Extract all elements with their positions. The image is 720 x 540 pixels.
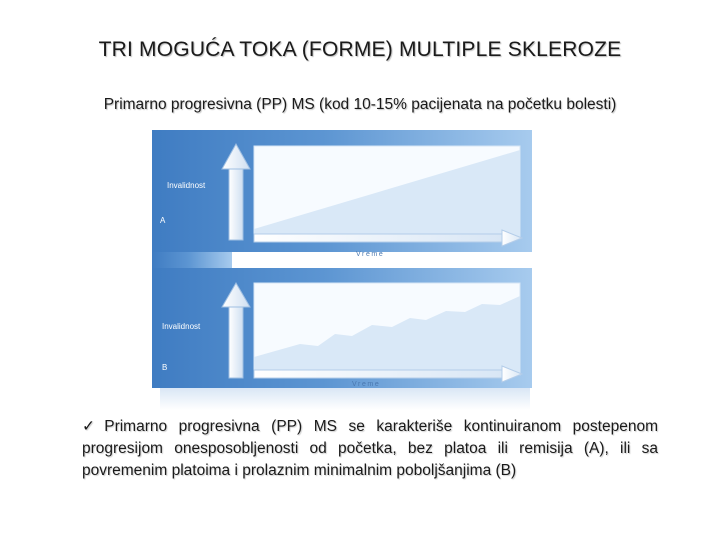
diagram-reflection [160,388,530,410]
panel-a [152,130,532,258]
panel-b-y-label: Invalidnost [162,322,201,331]
description-text: Primarno progresivna (PP) MS se karakteriše kontinuiranom postepenom progresijom onesposobljenosti od početka, bez platoa ili remisija (A), ili sa povremenim platoima i prolaznim minimalnim poboljšanjima (B) [82,418,658,479]
panel-a-x-label: Vreme [356,251,385,258]
checkmark-icon: ✓ [82,417,103,435]
panel-b-letter: B [162,363,168,372]
slide-subtitle: Primarno progresivna (PP) MS (kod 10-15% pacijenata na početku bolesti) [103,96,617,113]
panel-a-letter: A [160,216,166,225]
slide-title: TRI MOGUĆA TOKA (FORME) MULTIPLE SKLEROZE [98,38,622,61]
panel-b [152,268,532,388]
panel-a-y-label: Invalidnost [167,181,206,190]
panel-b-x-label: Vreme [352,381,381,388]
description-paragraph [82,415,658,482]
